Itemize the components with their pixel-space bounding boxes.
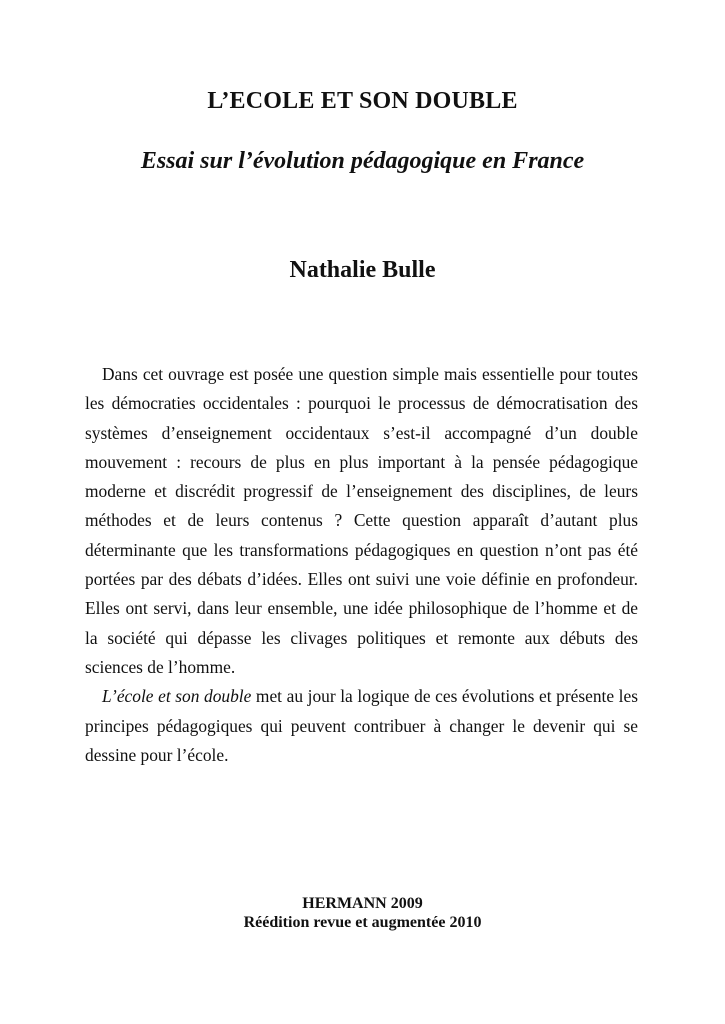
book-title-italic: L’école et son double [102, 686, 252, 707]
abstract-paragraph-2-text: met au jour la logique de ces évolutions et présente les principes pédagogiques qui peuvent contribuer à changer le devenir qui se dessine pour l’école. [85, 686, 638, 765]
publisher-info [0, 894, 725, 932]
abstract [85, 360, 638, 770]
abstract-paragraph-1: Dans cet ouvrage est posée une question simple mais essentielle pour toutes les démocraties occidentales : pourquoi le processus de démocratisation des systèmes d’enseignement occidentaux s’est-il accompagné d’un double mouvement : recours de plus en plus important à la pensée pédagogique moderne et discrédit progressif de l’enseignement des disciplines, de leurs méthodes et de leurs contenus ? Cette question apparaît d’autant plus déterminante que les transformations pédagogiques en question n’ont pas été portées par des débats d’idées. Elles ont suivi une voie définie en profondeur. Elles ont servi, dans leur ensemble, une idée philosophique de l’homme et de la société qui dépasse les clivages politiques et remonte aux débuts des sciences de l’homme. [85, 364, 638, 677]
publisher-line-1: HERMANN 2009 [302, 895, 423, 912]
book-subtitle: Essai sur l’évolution pédagogique en France [140, 148, 585, 174]
book-title: L’ECOLE ET SON DOUBLE [207, 88, 518, 114]
abstract-paragraph-2 [85, 682, 638, 770]
author-name: Nathalie Bulle [289, 257, 436, 283]
publisher-line-2: Réédition revue et augmentée 2010 [243, 914, 482, 931]
